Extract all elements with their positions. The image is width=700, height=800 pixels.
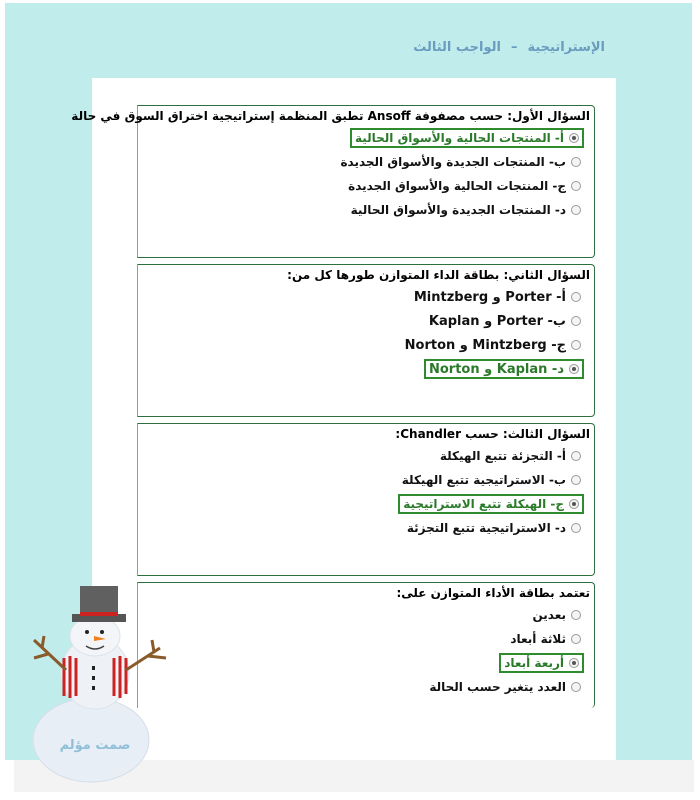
question-1-title: السؤال الأول: حسب مصفوفة Ansoff تطبق المنظمة إستراتيجية اختراق السوق في حالة bbox=[71, 109, 590, 123]
question-4-option-d[interactable] bbox=[426, 677, 584, 697]
question-3-option-c[interactable] bbox=[398, 494, 584, 514]
radio-button[interactable] bbox=[569, 364, 579, 374]
radio-button[interactable] bbox=[571, 610, 581, 620]
option-label: د- المنتجات الجديدة والأسواق الحالية bbox=[350, 203, 566, 217]
question-4-option-c[interactable] bbox=[499, 653, 584, 673]
radio-button[interactable] bbox=[571, 682, 581, 692]
question-3-option-b[interactable] bbox=[399, 470, 584, 490]
option-label: د- الاستراتيجية تتبع التجزئة bbox=[406, 521, 566, 535]
question-2-title: السؤال الثاني: بطاقة الداء المتوازن طورها كل من: bbox=[287, 268, 590, 282]
radio-button[interactable] bbox=[571, 316, 581, 326]
option-label: أ- التجزئة تتبع الهيكلة bbox=[439, 449, 566, 463]
option-label: أ- Porter و Mintzberg bbox=[413, 289, 566, 305]
question-4-box bbox=[137, 582, 595, 708]
question-2-option-c[interactable] bbox=[402, 335, 584, 355]
question-1-box bbox=[71, 105, 595, 258]
question-4-option-a[interactable] bbox=[529, 605, 584, 625]
question-3-title: السؤال الثالث: حسب Chandler: bbox=[395, 427, 590, 441]
radio-button[interactable] bbox=[571, 181, 581, 191]
option-label: بعدين bbox=[532, 608, 566, 622]
option-label: ج- الهيكلة تتبع الاستراتيجية bbox=[403, 497, 564, 511]
question-4-option-b[interactable] bbox=[507, 629, 584, 649]
radio-button[interactable] bbox=[569, 499, 579, 509]
question-1-option-c[interactable] bbox=[345, 176, 584, 196]
header-assignment: الواجب الثالث bbox=[413, 40, 501, 55]
question-1-option-b[interactable] bbox=[337, 152, 584, 172]
question-3-option-d[interactable] bbox=[404, 518, 584, 538]
option-label: د- Kaplan و Norton bbox=[429, 361, 564, 377]
question-1-option-a[interactable] bbox=[350, 128, 584, 148]
question-2-box bbox=[137, 264, 595, 417]
radio-button[interactable] bbox=[571, 205, 581, 215]
radio-button[interactable] bbox=[569, 658, 579, 668]
radio-button[interactable] bbox=[569, 133, 579, 143]
question-2-option-b[interactable] bbox=[426, 311, 584, 331]
option-label: ب- Porter و Kaplan bbox=[428, 313, 566, 329]
radio-button[interactable] bbox=[571, 475, 581, 485]
radio-button[interactable] bbox=[571, 634, 581, 644]
option-label: أ- المنتجات الحالية والأسواق الحالية bbox=[354, 131, 564, 145]
option-label: أربعة أبعاد bbox=[504, 656, 564, 670]
option-label: ج- المنتجات الحالية والأسواق الجديدة bbox=[348, 179, 566, 193]
question-3-option-a[interactable] bbox=[437, 446, 584, 466]
page-header bbox=[413, 40, 605, 55]
signature-text: صمت مؤلم bbox=[59, 738, 131, 753]
header-dash: – bbox=[510, 40, 518, 55]
header-subject: الإستراتيجية bbox=[527, 40, 605, 55]
radio-button[interactable] bbox=[571, 292, 581, 302]
question-2-option-a[interactable] bbox=[411, 287, 584, 307]
option-label: ب- الاستراتيجية تتبع الهيكلة bbox=[401, 473, 566, 487]
option-label: ب- المنتجات الجديدة والأسواق الجديدة bbox=[340, 155, 566, 169]
question-4-title: تعتمد بطاقة الأداء المتوازن على: bbox=[396, 586, 590, 600]
radio-button[interactable] bbox=[571, 451, 581, 461]
radio-button[interactable] bbox=[571, 157, 581, 167]
question-2-option-d[interactable] bbox=[424, 359, 584, 379]
radio-button[interactable] bbox=[571, 340, 581, 350]
radio-button[interactable] bbox=[571, 523, 581, 533]
question-1-option-d[interactable] bbox=[348, 200, 584, 220]
option-label: ج- Mintzberg و Norton bbox=[404, 337, 566, 353]
option-label: ثلاثة أبعاد bbox=[510, 632, 566, 646]
question-3-box bbox=[137, 423, 595, 576]
option-label: العدد يتغير حسب الحالة bbox=[429, 680, 566, 694]
